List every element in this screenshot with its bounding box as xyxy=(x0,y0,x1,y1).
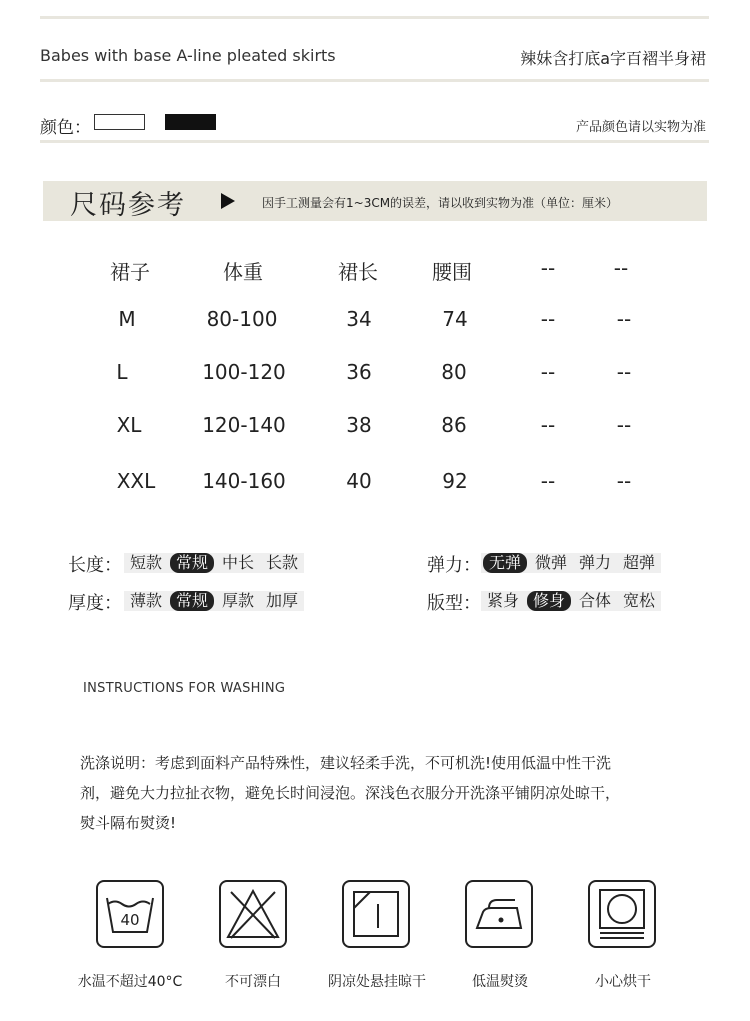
length-cell: 34 xyxy=(346,307,372,331)
waist-cell: 74 xyxy=(442,307,468,331)
option-item: 中长 xyxy=(222,553,255,572)
attribute-label: 弹力： xyxy=(427,555,481,576)
waist-cell: 92 xyxy=(442,469,468,493)
empty-cell: -- xyxy=(616,413,632,437)
color-swatch-black[interactable] xyxy=(165,114,216,130)
no-bleach-icon xyxy=(219,880,287,948)
color-swatch-white[interactable] xyxy=(94,114,145,130)
product-title-en: Babes with base A-line pleated skirts xyxy=(40,46,336,65)
waist-cell: 80 xyxy=(441,360,467,384)
care-label: 低温熨烫 xyxy=(472,974,528,990)
header-cell: -- xyxy=(540,256,556,280)
option-item: 微弹 xyxy=(535,553,568,572)
top-divider xyxy=(40,16,709,19)
option-item-selected: 修身 xyxy=(527,591,571,611)
care-label: 水温不超过40°C xyxy=(77,974,183,990)
washing-title: INSTRUCTIONS FOR WASHING xyxy=(83,681,286,696)
size-cell: L xyxy=(116,360,128,384)
option-item-selected: 无弹 xyxy=(483,553,527,573)
washing-text-line: 剂，避免大力拉扯衣物，避免长时间浸泡。深浅色衣服分开洗涤平铺阴凉处晾干， xyxy=(80,784,621,802)
color-label: 颜色： xyxy=(40,118,91,138)
option-item: 紧身 xyxy=(487,591,520,610)
size-reference-note: 因手工测量会有1~3CM的误差，请以收到实物为准（单位：厘米） xyxy=(262,196,619,210)
attribute-label: 版型： xyxy=(427,593,481,614)
option-group xyxy=(481,553,661,573)
option-item-selected: 常规 xyxy=(170,553,214,573)
product-title-cn: 辣妹含打底a字百褶半身裙 xyxy=(520,49,706,68)
empty-cell: -- xyxy=(616,307,632,331)
length-cell: 36 xyxy=(346,360,372,384)
weight-cell: 80-100 xyxy=(206,307,278,331)
drip-dry-shade-icon xyxy=(342,880,410,948)
empty-cell: -- xyxy=(540,469,556,493)
attribute-label: 厚度： xyxy=(68,593,122,614)
size-cell: XXL xyxy=(116,469,156,493)
title-divider xyxy=(40,79,709,82)
size-cell: XL xyxy=(116,413,142,437)
size-reference-title: 尺码参考 xyxy=(70,190,186,221)
header-cell: 裙子 xyxy=(110,260,150,284)
option-item: 宽松 xyxy=(623,591,656,610)
option-item: 超弹 xyxy=(623,553,656,572)
header-cell: -- xyxy=(613,256,629,280)
wash-40-icon xyxy=(96,880,164,948)
weight-cell: 120-140 xyxy=(202,413,286,437)
empty-cell: -- xyxy=(616,469,632,493)
play-arrow-icon xyxy=(221,193,235,209)
low-iron-icon xyxy=(465,880,533,948)
tumble-dry-icon xyxy=(588,880,656,948)
weight-cell: 100-120 xyxy=(202,360,286,384)
attribute-label: 长度： xyxy=(68,555,122,576)
washing-text-line: 洗涤说明：考虑到面料产品特殊性，建议轻柔手洗，不可机洗!使用低温中性干洗 xyxy=(80,754,612,772)
washing-text-line: 熨斗隔布熨烫! xyxy=(80,814,177,832)
option-item: 合体 xyxy=(579,591,612,610)
option-item: 薄款 xyxy=(130,591,163,610)
care-label: 不可漂白 xyxy=(225,974,281,990)
empty-cell: -- xyxy=(616,360,632,384)
header-cell: 体重 xyxy=(223,260,263,284)
option-item: 短款 xyxy=(130,553,163,572)
color-note: 产品颜色请以实物为准 xyxy=(575,120,706,135)
empty-cell: -- xyxy=(540,307,556,331)
length-cell: 38 xyxy=(346,413,372,437)
option-item-selected: 常规 xyxy=(170,591,214,611)
option-item: 加厚 xyxy=(266,591,299,610)
waist-cell: 86 xyxy=(441,413,467,437)
empty-cell: -- xyxy=(540,413,556,437)
size-cell: M xyxy=(118,307,136,331)
option-group xyxy=(124,553,304,573)
option-item: 长款 xyxy=(266,553,299,572)
care-label: 小心烘干 xyxy=(595,974,651,990)
color-divider xyxy=(40,140,709,143)
header-cell: 腰围 xyxy=(432,260,472,284)
length-cell: 40 xyxy=(346,469,372,493)
empty-cell: -- xyxy=(540,360,556,384)
option-group xyxy=(481,591,661,611)
wash-temperature: 40 xyxy=(120,911,140,929)
option-item: 弹力 xyxy=(579,553,612,572)
option-group xyxy=(124,591,304,611)
weight-cell: 140-160 xyxy=(202,469,286,493)
option-item: 厚款 xyxy=(222,591,255,610)
care-label: 阴凉处悬挂晾干 xyxy=(328,974,426,990)
header-cell: 裙长 xyxy=(338,260,378,284)
